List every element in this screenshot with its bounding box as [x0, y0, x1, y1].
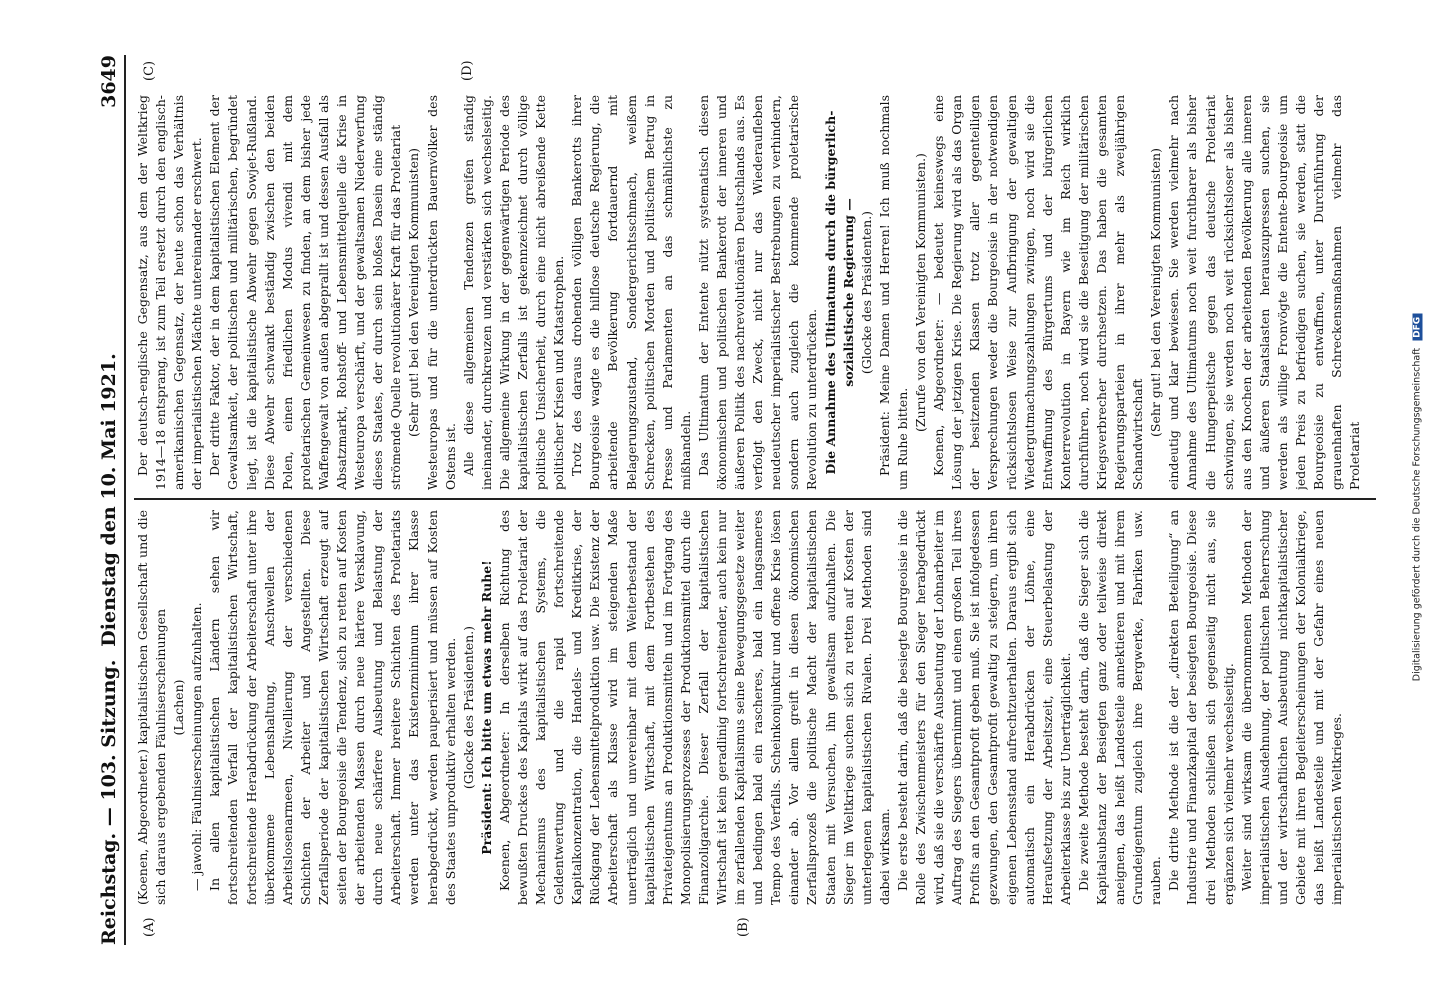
paragraph: Koenen, Abgeordneter: In derselben Richtung des bewußten Druckes des Kapitals wirkt auf das Proletariat der Mechanismus des kapitalistischen Systems, die Geldentwertung und die rapid fortschreitende Kapitalkonzentration, die Handels- und Kreditkrise, der Rückgang der Lebensmittelproduktion usw. Die Existenz der Arbeiterschaft als Klasse wird im steigenden Maße unerträglich und unvereinbar mit dem Weiterbestand der kapitalistischen Wirtschaft, mit dem Fortbestehen des Privateigentums an Produktionsmitteln und im Fortgang des Monopolisierungsprozesses der Produktionsmittel durch die Finanzoligarchie. Dieser Zerfall der kapitalistischen Wirtschaft ist kein geradlinig fortschreitender, auch kein nur im zerfallenden Kapitalismus seine Bewegungsgesetze weiter und bedingen bald ein rascheres, bald ein langsameres Tempo des Verfalls. Scheinkonjunktur und offene Krise lösen einander ab. Vor allem greift in diesen ökonomischen Zerfallsprozeß die politische Macht der kapitalistischen Staaten mit Versuchen, ihn gewaltsam aufzuhalten. Die Sieger im Weltkriege suchen sich zu retten auf Kosten der unterlegenen kapitalistischen Rivalen. Drei Methoden sind dabei wirksam.: [496, 510, 892, 905]
speaker-paragraph: Präsident: Meine Damen und Herren! Ich muß nochmals um Ruhe bitten.: [876, 95, 910, 490]
paragraph: Die erste besteht darin, daß die besiegte Bourgeoisie in die Rolle des Zwischenmeisters für den Sieger herabgedrückt wird, daß sie die verschärfte Ausbeutung der Lohnarbeiter im Auftrag des Siegers übernimmt und einen großen Teil ihres Profits an den Gesamtprofit geben muß. Sie ist infolgedessen gezwungen, den Gesamtprofit gewaltig zu steigern, um ihren eigenen Lebensstand aufrechtzuerhalten. Daraus ergibt sich automatisch ein Herabdrücken der Löhne, eine Heraufsetzung der Arbeitszeit, eine Steuerbelastung der Arbeiterklasse bis zur Unerträglichkeit.: [894, 510, 1073, 905]
rotated-scanned-page: [90, 35, 1390, 965]
interjection: (Lachen): [171, 679, 187, 736]
margin-marker-a: (A): [142, 917, 157, 937]
column-rule: [134, 498, 1376, 500]
paragraph: Der deutsch-englische Gegensatz, aus dem der Weltkrieg 1914—18 entsprang, ist zum Teil ersetzt durch den englisch-amerikanischen Gegensatz, der heute schon das Verhältnis der imperialistischen Mächte untereinander erschwert.: [135, 95, 205, 490]
running-head: [98, 55, 126, 945]
interjection: (Sehr gut! bei den Vereinigten Kommunisten): [1148, 148, 1164, 437]
paragraph: Das Ultimatum der Entente nützt systematisch diesen ökonomischen und politischen Bankerott der inneren und äußeren Politik des nachrevolutionären Deutschlands aus. Es verfolgt den Zweck, nicht nur das Wiederaufleben neudeutscher imperialistischer Bestrebungen zu verhindern, sondern auch zugleich die kommende proletarische Revolution zu unterdrücken.: [695, 95, 820, 490]
interjection: (Sehr gut! bei den Vereinigten Kommunisten): [406, 148, 422, 437]
paragraph: — jawohl: Fäulniserscheinungen aufzuhalten.: [189, 602, 205, 891]
margin-marker-b: (B): [736, 917, 751, 937]
interjection: (Zurufe von den Vereinigten Kommunisten.): [913, 153, 929, 432]
digitization-note: [1402, 4, 1432, 996]
paragraph: Trotz des daraus drohenden völligen Bankerotts ihrer Bourgeoisie wagte es die hilflose deutsche Regierung, die arbeitende Bevölkerung fortdauernd mit Belagerungszustand, Sondergerichtsschmach, weißem Schrecken, politischen Morden und politischem Betrug in Presse und Parlamenten an das schmählichste zu mißhandeln.: [569, 95, 693, 490]
paragraph: eindeutig und klar bewiesen. Sie werden vielmehr nach Annahme des Ultimatums noch weit furchtbarer als bisher die Hungerpeitsche gegen das deutsche Proletariat schwingen, sie werden noch weit rücksichtsloser als bisher aus den Knochen der arbeitenden Bevölkerung alle inneren und äußeren Staatslasten herauszupressen suchen, sie werden als willige Fronvögte die Entente-Bourgeoisie um jeden Preis zu befriedigen suchen, sie werden, statt die Bourgeoisie zu entwaffnen, unter Durchführung der grauenhaften Schreckensmaßnahmen vielmehr das Proletariat: [1166, 95, 1363, 490]
digitization-note-text: Digitalisierung gefördert durch die Deutsche Forschungsgemeinschaft: [1411, 347, 1423, 682]
margin-marker-c: (C): [142, 60, 157, 81]
page-number: 3649: [98, 55, 120, 108]
paragraph: Der dritte Faktor, der in dem kapitalistischen Element der Gewaltsamkeit, der politischen und militärischen, begründet liegt, ist die kapitalistische Abwehr gegen Sowjet-Rußland. Diese Abwehr schwankt beständig zwischen den beiden Polen, einen friedlichen Modus vivendi mit dem proletarischen Gemeinwesen zu finden, an dem bisher jede Waffengewalt von außen abgeprallt ist und dessen Ausfall als Absatzmarkt, Rohstoff- und Lebensmittelquelle die Krise in Westeuropa verschärft, und der gewaltsamen Niederwerfung dieses Staates, der durch sein bloßes Dasein eine ständig strömende Quelle revolutionärer Kraft für das Proletariat: [207, 95, 404, 490]
interjection: (Glocke des Präsidenten.): [858, 210, 874, 375]
paragraph: (Koenen, Abgeordneter.) kapitalistischen Gesellschaft und die sich daraus ergebenden Fäulniserscheinungen: [135, 510, 169, 905]
left-column: [134, 510, 1380, 905]
paragraph: Westeuropas und für die unterdrückten Bauernvölker des Ostens ist.: [424, 95, 458, 490]
bold-statement: Die Annahme des Ultimatums durch die bürgerlich-sozialistische Regierung —: [822, 110, 856, 475]
right-column: [134, 95, 1380, 490]
margin-marker-d: (D): [460, 60, 475, 81]
paragraph: Die zweite Methode besteht darin, daß die Sieger sich die Kapitalsubstanz der Besiegten ganz oder teilweise direkt aneignen, das heißt Landesteile annektieren und mit ihrem Grundeigentum zugleich ihre Bergwerke, Fabriken usw. rauben.: [1075, 510, 1164, 905]
running-head-left: Reichstag. — 103. Sitzung.: [98, 659, 120, 945]
paragraph: Die dritte Methode ist die der „direkten Beteiligung“ an Industrie und Finanzkapital der besiegten Bourgeoisie. Diese drei Methoden schließen sich gegenseitig nicht aus, sie ergänzen sich vielmehr wechselseitig.: [1166, 510, 1236, 905]
paragraph: In allen kapitalistischen Ländern sehen wir fortschreitenden Verfall der kapitalistischen Wirtschaft, fortschreitende Herabdrückung der Arbeiterschaft unter ihre überkommene Lebenshaltung, Anschwellen der Arbeitslosenarmeen, Nivellierung der verschiedenen Schichten der Arbeiter und Angestellten. Diese Zerfallsperiode der kapitalistischen Wirtschaft erzeugt auf seiten der Bourgeoisie die Tendenz, sich zu retten auf Kosten der arbeitenden Massen durch neue härtere Versklavung, durch neue schärfere Ausbeutung und Belastung der Arbeiterschaft. Immer breitere Schichten des Proletariats werden unter das Existenzminimum ihrer Klasse herabgedrückt, werden pauperisiert und müssen auf Kosten des Staates unproduktiv erhalten werden.: [207, 510, 458, 905]
paragraph: Alle diese allgemeinen Tendenzen greifen ständig ineinander, durchkreuzen und verstärken sich wechselseitig. Die allgemeine Wirkung in der gegenwärtigen Periode des kapitalistischen Zerfalls ist gekennzeichnet durch völlige politische Unsicherheit, durch eine nicht abreißende Kette politischer Krisen und Katastrophen.: [460, 95, 567, 490]
dfg-logo: DFG: [1413, 314, 1423, 341]
running-head-date: Dienstag den 10. Mai 1921.: [98, 353, 120, 647]
speaker-paragraph: Koenen, Abgeordneter: — bedeutet keineswegs eine Lösung der jetzigen Krise. Die Regierung wird als das Organ der besitzenden Klassen trotz aller gegenteiligen Versprechungen weder die Bourgeoisie in der notwendigen rücksichtslosen Weise zur Aufbringung der gewaltigen Wiedergutmachungszahlungen zwingen, noch wird sie die Entwaffnung des Bürgertums und der bürgerlichen Konterrevolution in Bayern wie im Reich wirklich durchführen, noch wird sie die Beseitigung der militärischen Kriegsverbrecher durchsetzen. Das haben die gesamten Regierungsparteien in ihrer mehr als zweijährigen Schandwirtschaft: [931, 95, 1146, 490]
interjection: (Glocke des Präsidenten.): [460, 625, 476, 790]
paragraph: Weiter sind wirksam die übernommenen Methoden der imperialistischen Ausdehnung, der politischen Beherrschung und der wirtschaftlichen Ausbeutung nichtkapitalistischer Gebiete mit ihren Begleiterscheinungen der Kolonialkriege, das heißt Landesteile und mit der Gefahr eines neuen imperialistischen Weltkrieges.: [1238, 510, 1345, 905]
speaker-paragraph: Präsident: Ich bitte um etwas mehr Ruhe!: [478, 560, 494, 855]
